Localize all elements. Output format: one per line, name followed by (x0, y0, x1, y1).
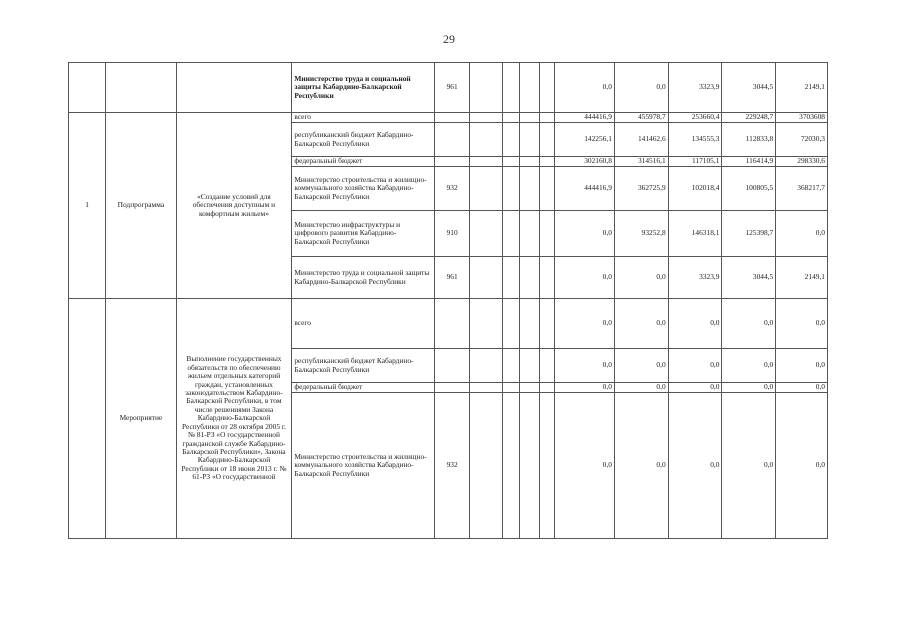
table-row (69, 113, 828, 123)
value-cell: 0,0 (776, 349, 828, 383)
value-cell: 444416,9 (554, 113, 614, 123)
value-cell: 229248,7 (722, 113, 776, 123)
source-cell: республиканский бюджет Кабардино- Балкарской Республики (292, 123, 435, 157)
value-cell: 3703608 (776, 113, 828, 123)
value-cell: 2149,1 (776, 63, 828, 113)
code-cell (435, 299, 470, 349)
value-cell: 0,0 (614, 349, 668, 383)
value-cell: 0,0 (554, 299, 614, 349)
source-cell: федеральный бюджет (292, 157, 435, 167)
value-cell: 142256,1 (554, 123, 614, 157)
value-cell: 0,0 (722, 349, 776, 383)
table-row (69, 299, 828, 349)
value-cell: 0,0 (614, 257, 668, 299)
page-number: 29 (443, 32, 455, 46)
value-cell: 0,0 (668, 383, 722, 393)
budget-table (68, 62, 828, 539)
value-cell: 146318,1 (668, 211, 722, 257)
source-cell: Министерство инфраструктуры и цифрового развития Кабардино-Балкарской Республики (292, 211, 435, 257)
source-cell: всего (292, 113, 435, 123)
subprogram-name: «Создание условий для обеспечения доступным и комфортным жильем» (176, 113, 292, 299)
value-cell: 0,0 (554, 63, 614, 113)
value-cell: 3323,9 (668, 257, 722, 299)
event-description: Выполнение государственных обязательств по обеспечению жильем отдельных категорий граждан, установленных законодательством Кабардино-Балкарской Республики, в том числе решениями Закона Кабардино-Балкарской Республики от 28 октября 2005 г. № 81-РЗ «О государственной гражданской службе Кабардино-Балкарской Республики», Закона Кабардино-Балкарской Республики от 18 июня 2013 г. № 61-РЗ «О государственной (176, 299, 292, 539)
value-cell: 0,0 (614, 383, 668, 393)
value-cell: 116414,9 (722, 157, 776, 167)
value-cell: 298330,6 (776, 157, 828, 167)
table-row (69, 63, 828, 113)
value-cell: 0,0 (554, 383, 614, 393)
value-cell: 362725,9 (614, 167, 668, 211)
code-cell: 932 (435, 167, 470, 211)
value-cell: 2149,1 (776, 257, 828, 299)
code-cell (435, 123, 470, 157)
value-cell: 3044,5 (722, 63, 776, 113)
value-cell: 302160,8 (554, 157, 614, 167)
value-cell: 0,0 (554, 211, 614, 257)
value-cell: 3323,9 (668, 63, 722, 113)
code-cell: 961 (435, 257, 470, 299)
source-cell: республиканский бюджет Кабардино- Балкарской Республики (292, 349, 435, 383)
value-cell: 0,0 (554, 349, 614, 383)
row-number: 1 (69, 113, 106, 299)
source-cell: Министерство труда и социальной защиты Кабардино-Балкарской Республики (292, 257, 435, 299)
code-cell (435, 349, 470, 383)
source-cell: федеральный бюджет (292, 383, 435, 393)
value-cell: 0,0 (722, 383, 776, 393)
code-cell (435, 383, 470, 393)
value-cell: 3044,5 (722, 257, 776, 299)
event-type: Мероприятие (106, 299, 176, 539)
value-cell: 0,0 (614, 393, 668, 539)
subprogram-type: Подпрограмма (106, 113, 176, 299)
value-cell: 0,0 (554, 257, 614, 299)
value-cell: 0,0 (668, 349, 722, 383)
value-cell: 0,0 (668, 299, 722, 349)
value-cell: 117105,1 (668, 157, 722, 167)
value-cell: 100805,5 (722, 167, 776, 211)
source-cell: всего (292, 299, 435, 349)
value-cell: 455978,7 (614, 113, 668, 123)
source-cell: Министерство строительства и жилищно-коммунального хозяйства Кабардино-Балкарской Республики (292, 167, 435, 211)
code-cell (435, 113, 470, 123)
value-cell: 112833,8 (722, 123, 776, 157)
value-cell: 0,0 (668, 393, 722, 539)
value-cell: 0,0 (776, 211, 828, 257)
code-cell: 961 (435, 63, 470, 113)
value-cell: 141462,6 (614, 123, 668, 157)
value-cell: 0,0 (776, 393, 828, 539)
value-cell: 0,0 (614, 63, 668, 113)
value-cell: 0,0 (722, 393, 776, 539)
value-cell: 72030,3 (776, 123, 828, 157)
value-cell: 444416,9 (554, 167, 614, 211)
code-cell (435, 157, 470, 167)
value-cell: 0,0 (776, 383, 828, 393)
value-cell: 134555,3 (668, 123, 722, 157)
value-cell: 368217,7 (776, 167, 828, 211)
code-cell: 932 (435, 393, 470, 539)
value-cell: 125398,7 (722, 211, 776, 257)
value-cell: 314516,1 (614, 157, 668, 167)
source-cell: Министерство труда и социальной защиты Кабардино-Балкарской Республики (292, 63, 435, 113)
value-cell: 102018,4 (668, 167, 722, 211)
value-cell: 0,0 (722, 299, 776, 349)
value-cell: 253660,4 (668, 113, 722, 123)
code-cell: 910 (435, 211, 470, 257)
value-cell: 0,0 (776, 299, 828, 349)
value-cell: 93252,8 (614, 211, 668, 257)
value-cell: 0,0 (554, 393, 614, 539)
value-cell: 0,0 (614, 299, 668, 349)
source-cell: Министерство строительства и жилищно-коммунального хозяйства Кабардино-Балкарской Республики (292, 393, 435, 539)
